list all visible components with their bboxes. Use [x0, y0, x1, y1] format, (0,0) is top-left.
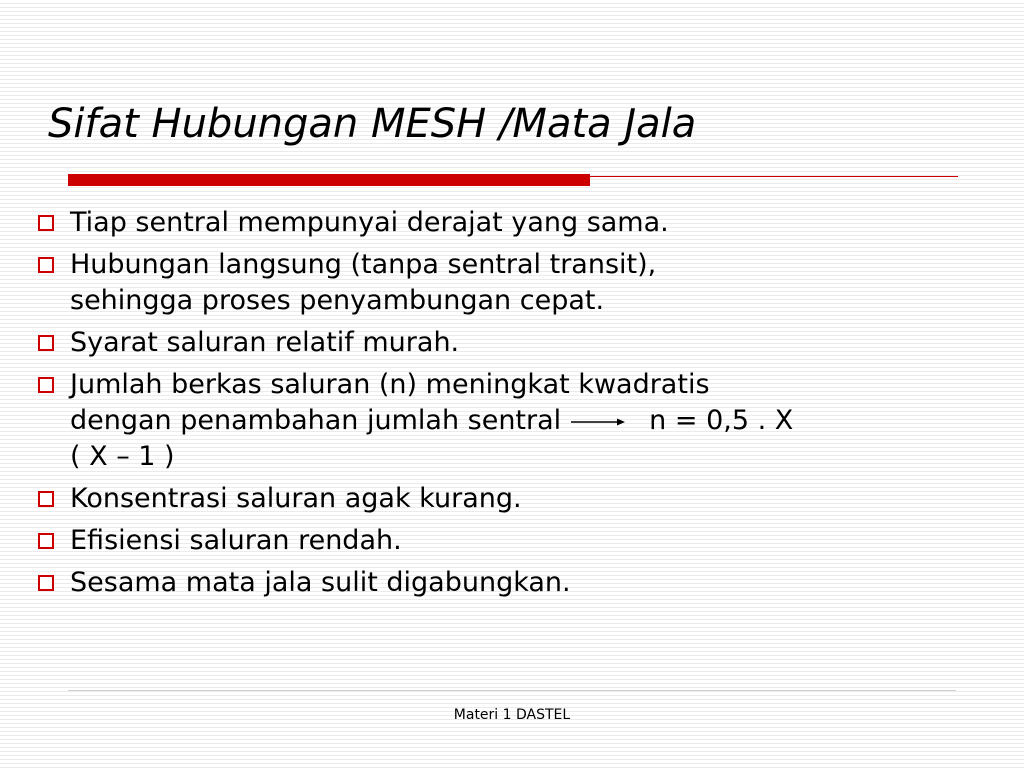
bullet-list: [36, 205, 986, 607]
bullet-item: [36, 565, 986, 601]
bullet-item: [36, 481, 986, 517]
bullet-square-icon: [38, 533, 54, 549]
bullet-text: Tiap sentral mempunyai derajat yang sama.: [70, 207, 669, 238]
arrow-right-icon-graphic: [569, 403, 627, 439]
slide-footer: Materi 1 DASTEL: [453, 707, 571, 723]
bullet-text: Konsentrasi saluran agak kurang.: [70, 483, 522, 514]
formula-continued: ( X – 1 ): [70, 441, 175, 472]
bullet-text-continued: dengan penambahan jumlah sentral: [70, 405, 562, 436]
formula-line: [70, 403, 986, 439]
bullet-item: [36, 247, 986, 319]
bullet-item: [36, 325, 986, 361]
formula-text: n = 0,5 . X: [649, 405, 794, 436]
bullet-square-icon: [38, 491, 54, 507]
bullet-square-icon: [38, 377, 54, 393]
bullet-text: Hubungan langsung (tanpa sentral transit),: [70, 249, 657, 280]
bullet-text: Sesama mata jala sulit digabungkan.: [70, 567, 571, 598]
bullet-item: [36, 205, 986, 241]
bullet-square-icon: [38, 215, 54, 231]
bullet-square-icon: [38, 257, 54, 273]
footer-divider: [68, 690, 956, 691]
title-underline-thick: [68, 174, 590, 186]
bullet-text: Efisiensi saluran rendah.: [70, 525, 402, 556]
bullet-text: Jumlah berkas saluran (n) meningkat kwadratis: [70, 369, 710, 400]
slide-title: Sifat Hubungan MESH /Mata Jala: [48, 101, 697, 147]
bullet-text-continued: sehingga proses penyambungan cepat.: [70, 285, 605, 316]
arrow-right-icon: [569, 403, 627, 439]
bullet-square-icon: [38, 335, 54, 351]
bullet-item: [36, 523, 986, 559]
bullet-text: Syarat saluran relatif murah.: [70, 327, 460, 358]
title-underline-thin: [590, 176, 958, 177]
bullet-square-icon: [38, 575, 54, 591]
bullet-item: [36, 367, 986, 475]
